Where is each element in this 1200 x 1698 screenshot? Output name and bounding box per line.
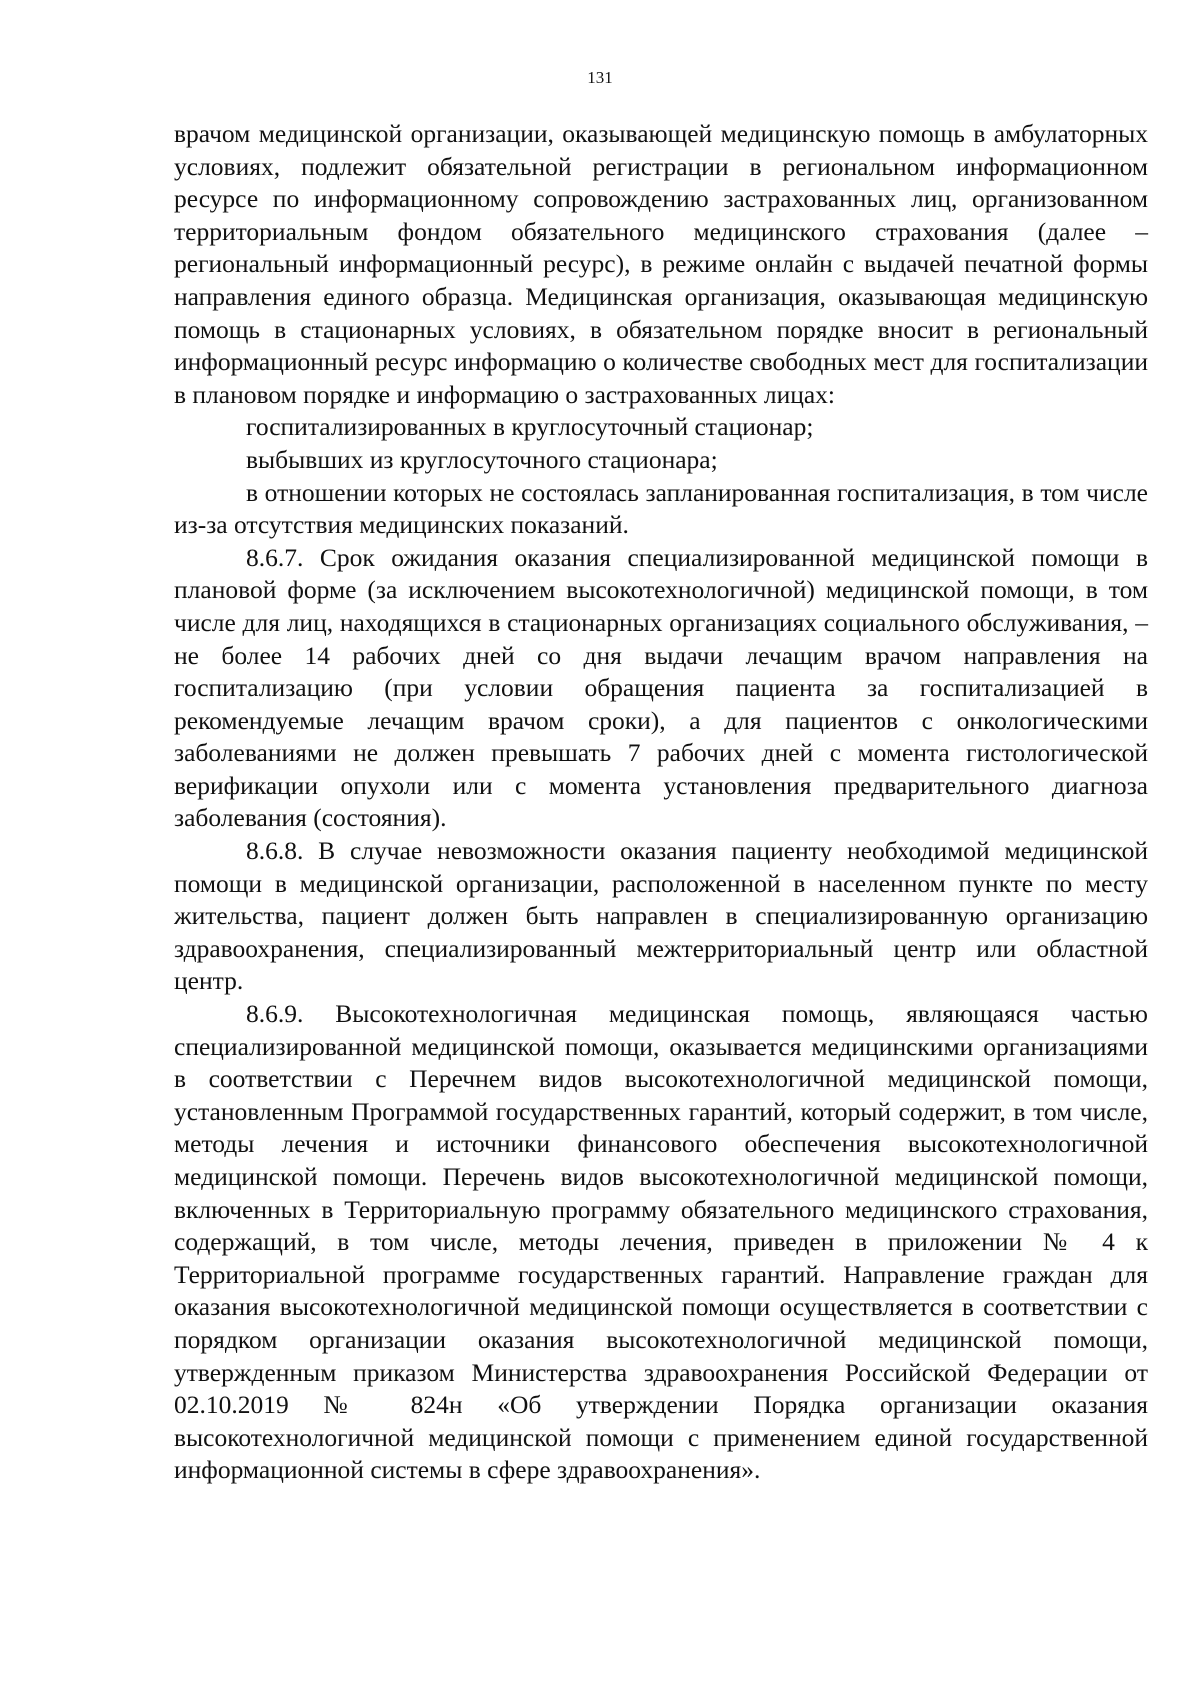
paragraph-registration: врачом медицинской организации, оказывающей медицинскую помощь в амбулаторных условиях, подлежит обязательной регистрации в региональном информационном ресурсе по информационному сопровождению застрахованных лиц, организованном территориальным фондом обязательного медицинского страхования (далее – региональный информационный ресурс), в режиме онлайн с выдачей печатной формы направления единого образца. Медицинская организация, оказывающая медицинскую помощь в стационарных условиях, в обязательном порядке вносит в региональный информационный ресурс информацию о количестве свободных мест для госпитализации в плановом порядке и информацию о застрахованных лицах: [174,119,1148,409]
paragraph-discharged: выбывших из круглосуточного стационара; [246,444,718,474]
document-body [174,118,1148,1487]
paragraph-8-6-8: 8.6.8. В случае невозможности оказания пациенту необходимой медицинской помощи в медицинской организации, расположенной в населенном пункте по месту жительства, пациент должен быть направлен в специализированную организацию здравоохранения, специализированный межтерриториальный центр или областной центр. [174,836,1148,996]
paragraph-not-hospitalized: в отношении которых не состоялась запланированная госпитализация, в том числе из-за отсутствия медицинских показаний. [174,477,1148,540]
paragraph-8-6-9: 8.6.9. Высокотехнологичная медицинская помощь, являющаяся частью специализированной медицинской помощи, оказывается медицинскими организациями в соответствии с Перечнем видов высокотехнологичной медицинской помощи, установленным Программой государственных гарантий, который содержит, в том числе, методы лечения и источники финансового обеспечения высокотехнологичной медицинской помощи. Перечень видов высокотехнологичной медицинской помощи, включенных в Территориальную программу обязательного медицинского страхования, содержащий, в том числе, методы лечения, приведен в приложении № 4 к Территориальной программе государственных гарантий. Направление граждан для оказания высокотехнологичной медицинской помощи осуществляется в соответствии с порядком организации оказания высокотехнологичной медицинской помощи, утвержденным приказом Министерства здравоохранения Российской Федерации от 02.10.2019 № 824н «Об утверждении Порядка организации оказания высокотехнологичной медицинской помощи с применением единой государственной информационной системы в сфере здравоохранения». [174,999,1148,1485]
paragraph-8-6-7: 8.6.7. Срок ожидания оказания специализированной медицинской помощи в плановой форме (за исключением высокотехнологичной) медицинской помощи, в том числе для лиц, находящихся в стационарных организациях социального обслуживания, – не более 14 рабочих дней со дня выдачи лечащим врачом направления на госпитализацию (при условии обращения пациента за госпитализацией в рекомендуемые лечащим врачом сроки), а для пациентов с онкологическими заболеваниями не должен превышать 7 рабочих дней с момента гистологической верификации опухоли или с момента установления предварительного диагноза заболевания (состояния). [174,542,1148,833]
page-number: 131 [587,68,613,87]
paragraph-hospitalized: госпитализированных в круглосуточный стационар; [246,412,814,442]
